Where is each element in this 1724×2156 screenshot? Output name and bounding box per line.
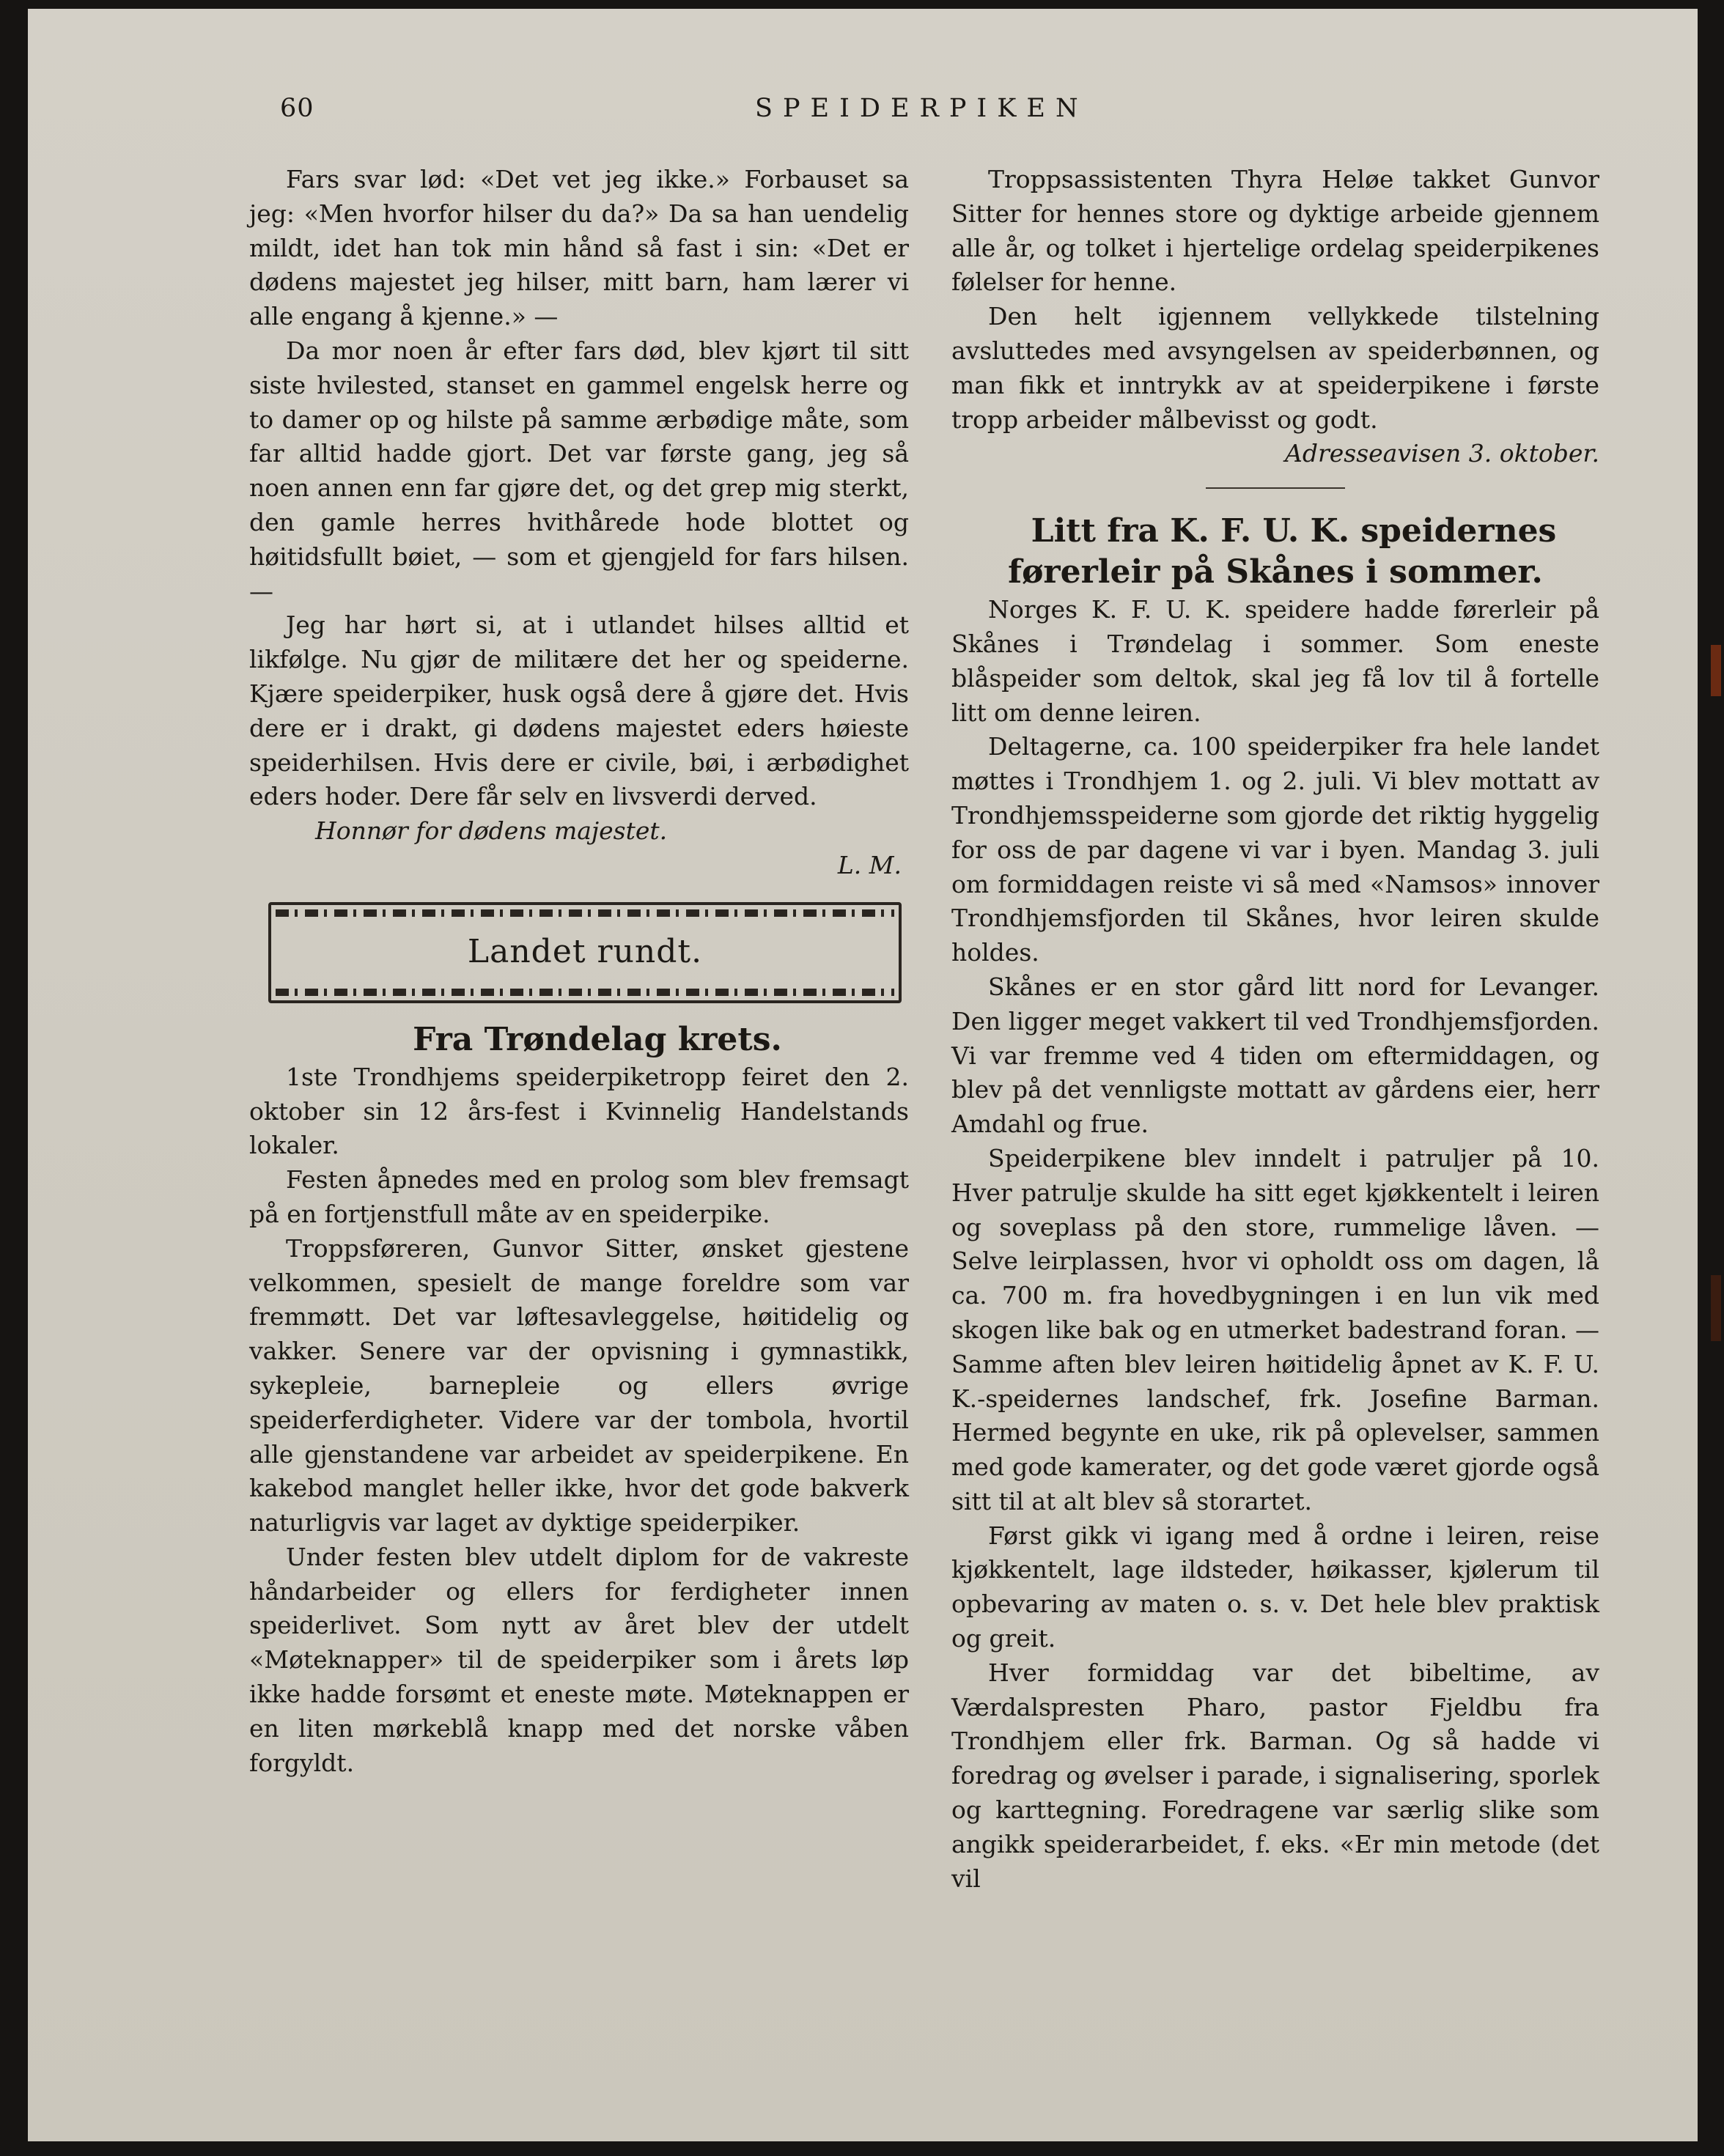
closing-line: Honnør for dødens majestet. [315,816,668,846]
paragraph: Den helt igjennem vellykkede tilstelning avsluttedes med avsyngelsen av speiderbønnen, og man fikk et inntrykk av at speiderpikene i første tropp arbeider målbevisst og godt. [951,302,1599,434]
right-column [951,163,1599,1896]
section-box [268,902,902,1003]
paragraph: Skånes er en stor gård litt nord for Levanger. Den ligger meget vakkert til ved Trondhjemsfjorden. Vi var fremme ved 4 tiden om eftermiddagen, og blev på det vennligste mottatt av gårdens eier, herr Amdahl og frue. [951,972,1599,1139]
section-heading: Litt fra K. F. U. K. speidernes førerleir på Skånes i sommer. [1008,512,1557,591]
divider [1206,487,1345,489]
paragraph: Deltagerne, ca. 100 speiderpiker fra hele landet møttes i Trondhjem 1. og 2. juli. Vi blev mottatt av Trondhjemsspeiderne som gjorde det riktig hyggelig for oss de par dagene vi var i byen. Mandag 3. juli om formiddagen reiste vi så med «Namsos» innover Trondhjemsfjorden til Skånes, hvor leiren skulde holdes. [951,732,1599,967]
paragraph: Norges K. F. U. K. speidere hadde førerleir på Skånes i Trøndelag i sommer. Som eneste blåspeider som deltok, skal jeg få lov til å fortelle litt om denne leiren. [951,595,1599,727]
paragraph: Under festen blev utdelt diplom for de vakreste håndarbeider og ellers for ferdigheter innen speiderlivet. Som nytt av året blev der utdelt «Møteknapper» til de speiderpiker som i årets løp ikke hadde forsømt et eneste møte. Møteknappen er en liten mørkeblå knapp med det norske våben forgyldt. [249,1542,909,1777]
paragraph: Hver formiddag var det bibeltime, av Værdalspresten Pharo, pastor Fjeldbu fra Trondhjem eller frk. Barman. Og så hadde vi foredrag og øvelser i parade, i signalisering, sporlek og karttegning. Foredragene var særlig slike som angikk speiderarbeidet, f. eks. «Er min metode (det vil [951,1658,1599,1893]
page-edge-mark [1711,1275,1721,1341]
paragraph: Troppsføreren, Gunvor Sitter, ønsket gjestene velkommen, spesielt de mange foreldre som var fremmøtt. Det var løftesavleggelse, høitidelig og vakker. Senere var der opvisning i gymnastikk, sykepleie, barnepleie og ellers øvrige speiderferdigheter. Videre var der tombola, hvortil alle gjenstandene var arbeidet av speiderpikene. En kakebod manglet heller ikke, hvor det gode bakverk naturligvis var laget av dyktige speiderpiker. [249,1233,909,1537]
paragraph: Speiderpikene blev inndelt i patruljer på 10. Hver patrulje skulde ha sitt eget kjøkkentelt i leiren og soveplass på den store, rummelige låven. — Selve leirplassen, hvor vi opholdt oss om dagen, lå ca. 700 m. fra hovedbygningen i en lun vik med skogen like bak og en utmerket badestrand foran. — Samme aften blev leiren høitidelig åpnet av K. F. U. K.-speidernes landschef, frk. Josefine Barman. Hermed begynte en uke, rik på oplevelser, sammen med gode kamerater, og det gode været gjorde også sitt til at alt blev så storartet. [951,1143,1599,1516]
page-edge-mark [1711,645,1721,696]
source-line: Adresseavisen 3. oktober. [1285,439,1599,468]
journal-title: SPEIDERPIKEN [755,94,1088,123]
signature: L. M. [837,850,902,879]
section-heading: Fra Trøndelag krets. [413,1020,782,1058]
paragraph: Fars svar lød: «Det vet jeg ikke.» Forbauset sa jeg: «Men hvorfor hilser du da?» Da sa han uendelig mildt, idet han tok min hånd så fast i sin: «Det er dødens majestet jeg hilser, mitt barn, ham lærer vi alle engang å kjenne.» — [249,165,909,331]
box-title: Landet rundt. [467,933,703,971]
running-head [0,94,1724,138]
paragraph: Troppsassistenten Thyra Heløe takket Gunvor Sitter for hennes store og dyktige arbeide gjennem alle år, og tolket i hjertelige ordelag speiderpikenes følelser for henne. [951,165,1599,297]
paragraph: Først gikk vi igang med å ordne i leiren, reise kjøkkentelt, lage ildsteder, høikasser, kjølerum til opbevaring av maten o. s. v. Det hele blev praktisk og greit. [951,1521,1599,1653]
paragraph: Jeg har hørt si, at i utlandet hilses alltid et likfølge. Nu gjør de militære det her og speiderne. Kjære speiderpiker, husk også dere å gjøre det. Hvis dere er i drakt, gi dødens majestet eders høieste speiderhilsen. Hvis dere er civile, bøi, i ærbødighet eders hoder. Dere får selv en livsverdi derved. [249,610,909,811]
left-column [249,163,909,1780]
paragraph: Festen åpnedes med en prolog som blev fremsagt på en fortjenstfull måte av en speiderpike. [249,1165,909,1228]
page-number: 60 [280,94,314,123]
paragraph: Da mor noen år efter fars død, blev kjørt til sitt siste hvilested, stanset en gammel engelsk herre og to damer op og hilste på samme ærbødige måte, som far alltid hadde gjort. Det var første gang, jeg så noen annen enn far gjøre det, og det grep mig sterkt, den gamle herres hvithårede hode blottet og høitidsfullt bøiet, — som et gjengjeld for fars hilsen. — [249,336,909,605]
paragraph: 1ste Trondhjems speiderpiketropp feiret den 2. oktober sin 12 års-fest i Kvinnelig Handelstands lokaler. [249,1062,909,1160]
